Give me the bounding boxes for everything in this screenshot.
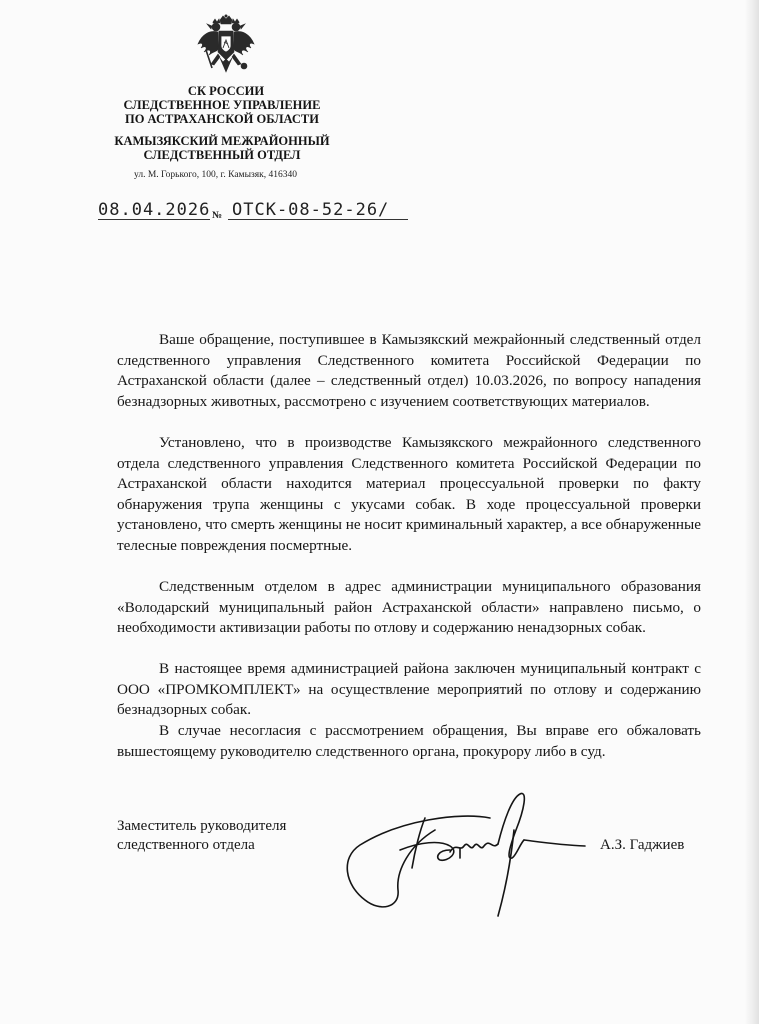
date-underline bbox=[98, 219, 210, 220]
double-headed-eagle-emblem-icon bbox=[196, 14, 256, 80]
paragraph-2: Установлено, что в производстве Камызякского межрайонного следственного отдела следственного управления Следственного комитета Российской Федерации по Астраханской области находится материал процессуальной проверки по факту обнаружения трупа женщины с укусами собак. В ходе процессуальной проверки установлено, что смерть женщины не носит криминальный характер, а все обнаруженные телесные повреждения посмертные. bbox=[117, 434, 701, 554]
signer-name: А.З. Гаджиев bbox=[600, 837, 685, 853]
org-name-line-1: СЛЕДСТВЕННОЕ УПРАВЛЕНИЕ bbox=[123, 98, 321, 112]
org-short-name: СК РОССИИ bbox=[187, 84, 265, 98]
paragraph-4: В настоящее время администрацией района заключен муниципальный контракт с ООО «ПРОМКОМПЛЕКТ» на осуществление мероприятий по отлову и содержанию безнадзорных собак. bbox=[117, 660, 701, 719]
number-label: № bbox=[212, 210, 223, 221]
handwritten-signature bbox=[340, 790, 600, 920]
signatory-title bbox=[117, 817, 286, 855]
address: ул. М. Горького, 100, г. Камызяк, 416340 bbox=[134, 170, 297, 180]
paragraph-5: В случае несогласия с рассмотрением обращения, Вы вправе его обжаловать вышестоящему руководителю следственного органа, прокурору либо в суд. bbox=[117, 722, 701, 760]
paragraph-1: Ваше обращение, поступившее в Камызякский межрайонный следственный отдел следственного управления Следственного комитета Российской Федерации по Астраханской области (далее – следственный отдел) 10.03.2026, по вопросу нападения безнадзорных животных, рассмотрено с изучением соответствующих материалов. bbox=[117, 331, 701, 410]
signatory-title-line-1: Заместитель руководителя bbox=[117, 818, 287, 834]
signatory-title-line-2: следственного отдела bbox=[117, 837, 255, 853]
registration-date: 08.04.2026 bbox=[98, 200, 211, 220]
number-underline bbox=[228, 219, 408, 220]
registration-number: ОТСК-08-52-26/ bbox=[232, 200, 390, 220]
org-name-line-2: ПО АСТРАХАНСКОЙ ОБЛАСТИ bbox=[124, 112, 319, 126]
paragraph-3: Следственным отделом в адрес администрации муниципального образования «Володарский муниципальный район Астраханской области» направлено письмо, о необходимости активизации работы по отлову и содержанию ненадзорных собак. bbox=[117, 578, 701, 637]
dept-name-line-2: СЛЕДСТВЕННЫЙ ОТДЕЛ bbox=[143, 148, 301, 162]
page-edge-shadow bbox=[745, 0, 759, 1024]
dept-name-line-1: КАМЫЗЯКСКИЙ МЕЖРАЙОННЫЙ bbox=[114, 134, 330, 148]
